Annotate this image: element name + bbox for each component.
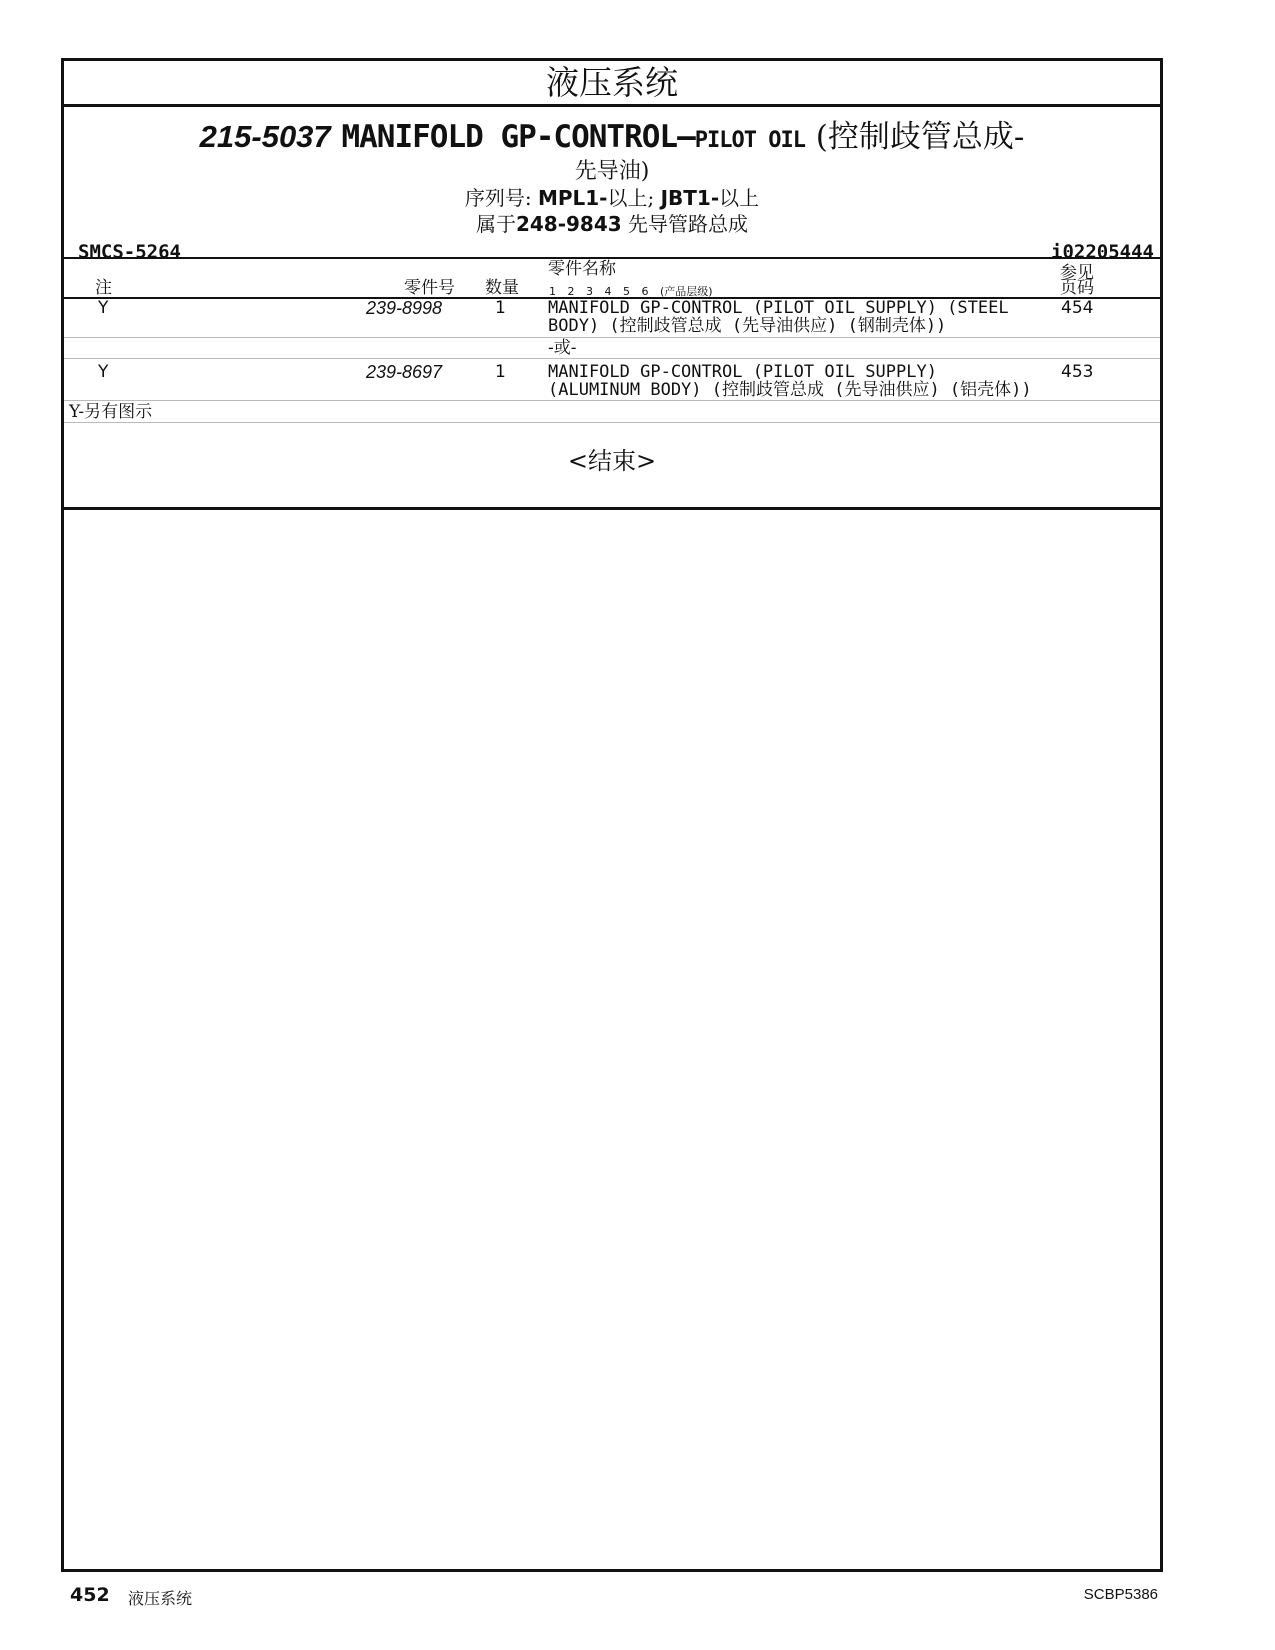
part-name: MANIFOLD GP-CONTROL: [341, 119, 678, 155]
serial-2-suffix: 以上: [719, 186, 760, 210]
row2-name-line1: MANIFOLD GP-CONTROL (PILOT OIL SUPPLY): [548, 362, 937, 382]
row1-part-number[interactable]: 239-8998: [366, 298, 443, 318]
part-name-cn: (控制歧管总成-: [815, 119, 1025, 155]
row-divider: [64, 422, 1160, 423]
col-ref-page-2: 页码: [1060, 278, 1094, 298]
row1-name-line1: MANIFOLD GP-CONTROL (PILOT OIL SUPPLY) (STEEL: [548, 298, 1009, 318]
row-divider: [64, 337, 1160, 338]
content-bottom-rule: [64, 507, 1160, 510]
row1-ref-page[interactable]: 454: [1061, 298, 1094, 318]
part-name-cn-cont: 先导油): [574, 159, 650, 184]
col-part-number: 零件号: [404, 278, 455, 298]
belongs-line: [64, 211, 1160, 237]
belongs-prefix: 属于: [475, 212, 516, 236]
part-number[interactable]: 215-5037: [199, 119, 331, 154]
part-name-small: PILOT OIL: [694, 128, 805, 153]
row1-note: Y: [98, 298, 109, 318]
row2-ref-page[interactable]: 453: [1061, 362, 1094, 382]
end-marker: <结束>: [567, 447, 657, 475]
illustration-id: i02205444: [1051, 241, 1154, 263]
col-levels: 1 2 3 4 5 6 (产品层级): [549, 285, 713, 298]
row2-quantity: 1: [495, 362, 506, 382]
col-quantity: 数量: [485, 278, 519, 298]
row1-quantity: 1: [495, 298, 506, 318]
footer-section: 液压系统: [128, 1589, 193, 1608]
section-title: 液压系统: [64, 61, 1160, 107]
name-dash: –: [677, 119, 695, 155]
or-separator: -或-: [548, 338, 577, 358]
col-ref-page-1: 参见: [1060, 263, 1094, 283]
col-part-name: 零件名称: [548, 259, 616, 279]
part-title: [64, 119, 1160, 159]
row1-name-line2: BODY) (控制歧管总成 (先导油供应) (钢制壳体)): [548, 316, 947, 336]
serial-2: JBT1-: [660, 186, 720, 210]
smcs-code: SMCS-5264: [78, 241, 181, 263]
footer-page-number: 452: [70, 1584, 110, 1606]
serial-line: [64, 185, 1160, 211]
row2-name-line2: (ALUMINUM BODY) (控制歧管总成 (先导油供应) (铝壳体)): [548, 380, 1032, 400]
belongs-name: 先导管路总成: [628, 212, 749, 236]
row-divider: [64, 358, 1160, 359]
row-divider: [64, 400, 1160, 401]
serial-1-suffix: 以上;: [607, 186, 655, 210]
footnote: Y-另有图示: [69, 402, 153, 422]
serial-label: 序列号:: [464, 186, 532, 210]
page-frame: [61, 58, 1163, 1572]
col-note: 注: [95, 278, 112, 298]
part-header: [64, 107, 1160, 237]
footer-doc-code: SCBP5386: [1083, 1586, 1158, 1603]
row2-part-number[interactable]: 239-8697: [366, 362, 443, 382]
belongs-part-number[interactable]: 248-9843: [515, 212, 622, 236]
row2-note: Y: [98, 362, 109, 382]
serial-1: MPL1-: [537, 186, 608, 210]
